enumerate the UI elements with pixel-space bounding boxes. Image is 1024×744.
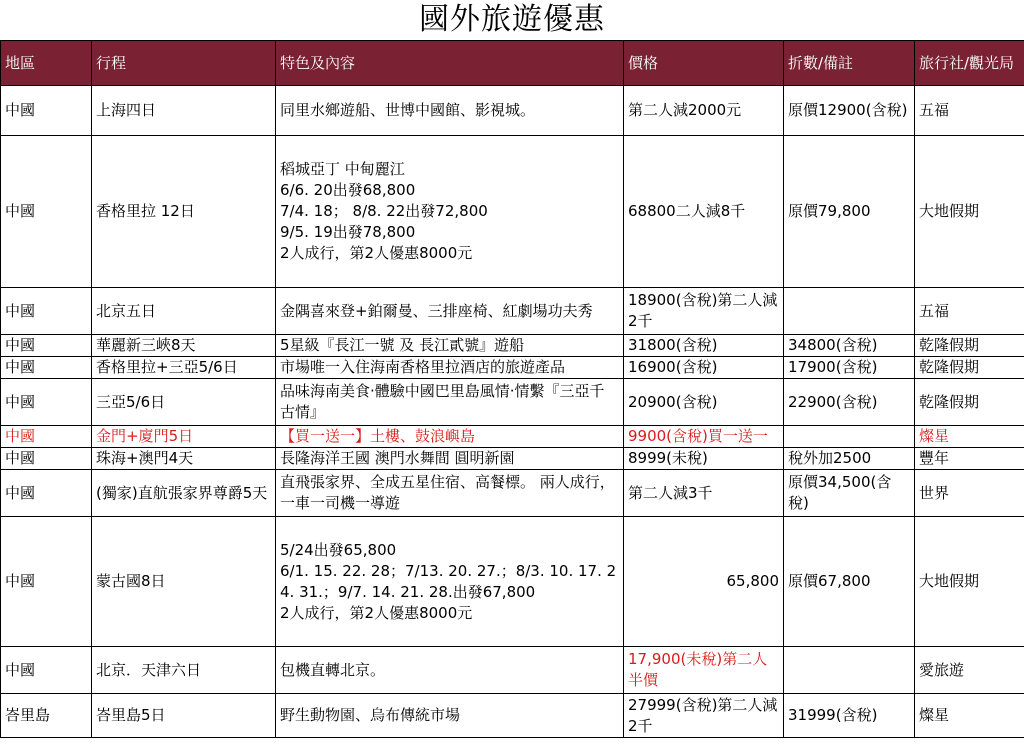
cell-region: 中國 — [1, 448, 92, 470]
table-row — [1, 694, 1024, 738]
cell-note: 22900(含稅) — [784, 379, 915, 426]
cell-features: 5/24出發65,800 6/1. 15. 22. 28；7/13. 20. 27.；8/3. 10. 17. 24. 31.；9/7. 14. 21. 28.出發67,800 2人成行，第2人優惠8000元 — [276, 517, 624, 647]
cell-agency: 燦星 — [915, 426, 1024, 448]
cell-features: 野生動物園、烏布傳統市場 — [276, 694, 624, 738]
cell-agency: 五福 — [915, 86, 1024, 136]
cell-region: 中國 — [1, 379, 92, 426]
cell-region: 中國 — [1, 86, 92, 136]
cell-region: 中國 — [1, 647, 92, 694]
table-row — [1, 517, 1024, 647]
cell-trip: 北京五日 — [92, 288, 276, 335]
cell-agency: 五福 — [915, 288, 1024, 335]
cell-agency: 大地假期 — [915, 517, 1024, 647]
cell-agency: 乾隆假期 — [915, 335, 1024, 357]
cell-note: 稅外加2500 — [784, 448, 915, 470]
cell-note — [784, 647, 915, 694]
cell-features: 市場唯一入住海南香格里拉酒店的旅遊產品 — [276, 357, 624, 379]
cell-note: 原價67,800 — [784, 517, 915, 647]
cell-price: 8999(未稅) — [624, 448, 784, 470]
header-note: 折數/備註 — [784, 41, 915, 86]
header-price: 價格 — [624, 41, 784, 86]
cell-price: 31800(含稅) — [624, 335, 784, 357]
cell-features: 金隅喜來登+鉑爾曼、三排座椅、紅劇場功夫秀 — [276, 288, 624, 335]
cell-region: 中國 — [1, 136, 92, 288]
cell-price: 27999(含稅)第二人減2千 — [624, 694, 784, 738]
cell-note — [784, 426, 915, 448]
cell-trip: 三亞5/6日 — [92, 379, 276, 426]
cell-region: 中國 — [1, 335, 92, 357]
table-row — [1, 379, 1024, 426]
promo-table — [0, 40, 1024, 738]
header-row — [1, 41, 1024, 86]
table-row — [1, 86, 1024, 136]
header-agency: 旅行社/觀光局 — [915, 41, 1024, 86]
cell-price: 17,900(未稅)第二人半價 — [624, 647, 784, 694]
cell-note: 原價79,800 — [784, 136, 915, 288]
cell-features: 直飛張家界、全成五星住宿、高餐標。 兩人成行，一車一司機一導遊 — [276, 470, 624, 517]
cell-trip: 香格里拉 12日 — [92, 136, 276, 288]
cell-features: 【買一送一】土樓、鼓浪嶼島 — [276, 426, 624, 448]
cell-agency: 乾隆假期 — [915, 357, 1024, 379]
cell-trip: 香格里拉+三亞5/6日 — [92, 357, 276, 379]
cell-price: 65,800 — [624, 517, 784, 647]
cell-price: 16900(含稅) — [624, 357, 784, 379]
cell-region: 中國 — [1, 426, 92, 448]
header-features: 特色及內容 — [276, 41, 624, 86]
cell-note — [784, 288, 915, 335]
header-trip: 行程 — [92, 41, 276, 86]
cell-trip: 華麗新三峽8天 — [92, 335, 276, 357]
cell-features: 稻城亞丁 中甸麗江 6/6. 20出發68,800 7/4. 18； 8/8. 22出發72,800 9/5. 19出發78,800 2人成行，第2人優惠8000元 — [276, 136, 624, 288]
cell-region: 峇里島 — [1, 694, 92, 738]
cell-agency: 乾隆假期 — [915, 379, 1024, 426]
cell-agency: 愛旅遊 — [915, 647, 1024, 694]
cell-agency: 大地假期 — [915, 136, 1024, 288]
cell-note: 31999(含稅) — [784, 694, 915, 738]
table-row — [1, 288, 1024, 335]
cell-price: 18900(含稅)第二人減2千 — [624, 288, 784, 335]
cell-note: 17900(含稅) — [784, 357, 915, 379]
cell-note: 34800(含稅) — [784, 335, 915, 357]
cell-price: 第二人減2000元 — [624, 86, 784, 136]
cell-note: 原價34,500(含稅) — [784, 470, 915, 517]
page-title: 國外旅遊優惠 — [419, 2, 605, 37]
cell-features: 長隆海洋王國 澳門水舞間 圓明新園 — [276, 448, 624, 470]
cell-trip: 珠海+澳門4天 — [92, 448, 276, 470]
cell-agency: 豐年 — [915, 448, 1024, 470]
cell-features: 包機直轉北京。 — [276, 647, 624, 694]
cell-region: 中國 — [1, 470, 92, 517]
cell-features: 5星級『長江一號 及 長江貳號』遊船 — [276, 335, 624, 357]
cell-trip: 金門+廈門5日 — [92, 426, 276, 448]
cell-trip: 上海四日 — [92, 86, 276, 136]
table-row — [1, 136, 1024, 288]
cell-agency: 燦星 — [915, 694, 1024, 738]
cell-trip: 北京．天津六日 — [92, 647, 276, 694]
cell-agency: 世界 — [915, 470, 1024, 517]
cell-trip: 蒙古國8日 — [92, 517, 276, 647]
cell-price: 第二人減3千 — [624, 470, 784, 517]
table-row — [1, 647, 1024, 694]
cell-price: 68800二人減8千 — [624, 136, 784, 288]
cell-features: 品味海南美食‧體驗中國巴里島風情‧情繫『三亞千古情』 — [276, 379, 624, 426]
cell-note: 原價12900(含稅) — [784, 86, 915, 136]
cell-price: 20900(含稅) — [624, 379, 784, 426]
cell-region: 中國 — [1, 517, 92, 647]
cell-features: 同里水鄉遊船、世博中國館、影視城。 — [276, 86, 624, 136]
table-row — [1, 448, 1024, 470]
cell-region: 中國 — [1, 357, 92, 379]
table-row-highlight — [1, 426, 1024, 448]
cell-trip: (獨家)直航張家界尊爵5天 — [92, 470, 276, 517]
cell-price: 9900(含稅)買一送一 — [624, 426, 784, 448]
cell-trip: 峇里島5日 — [92, 694, 276, 738]
header-region: 地區 — [1, 41, 92, 86]
table-row — [1, 357, 1024, 379]
cell-region: 中國 — [1, 288, 92, 335]
table-row — [1, 470, 1024, 517]
table-row — [1, 335, 1024, 357]
